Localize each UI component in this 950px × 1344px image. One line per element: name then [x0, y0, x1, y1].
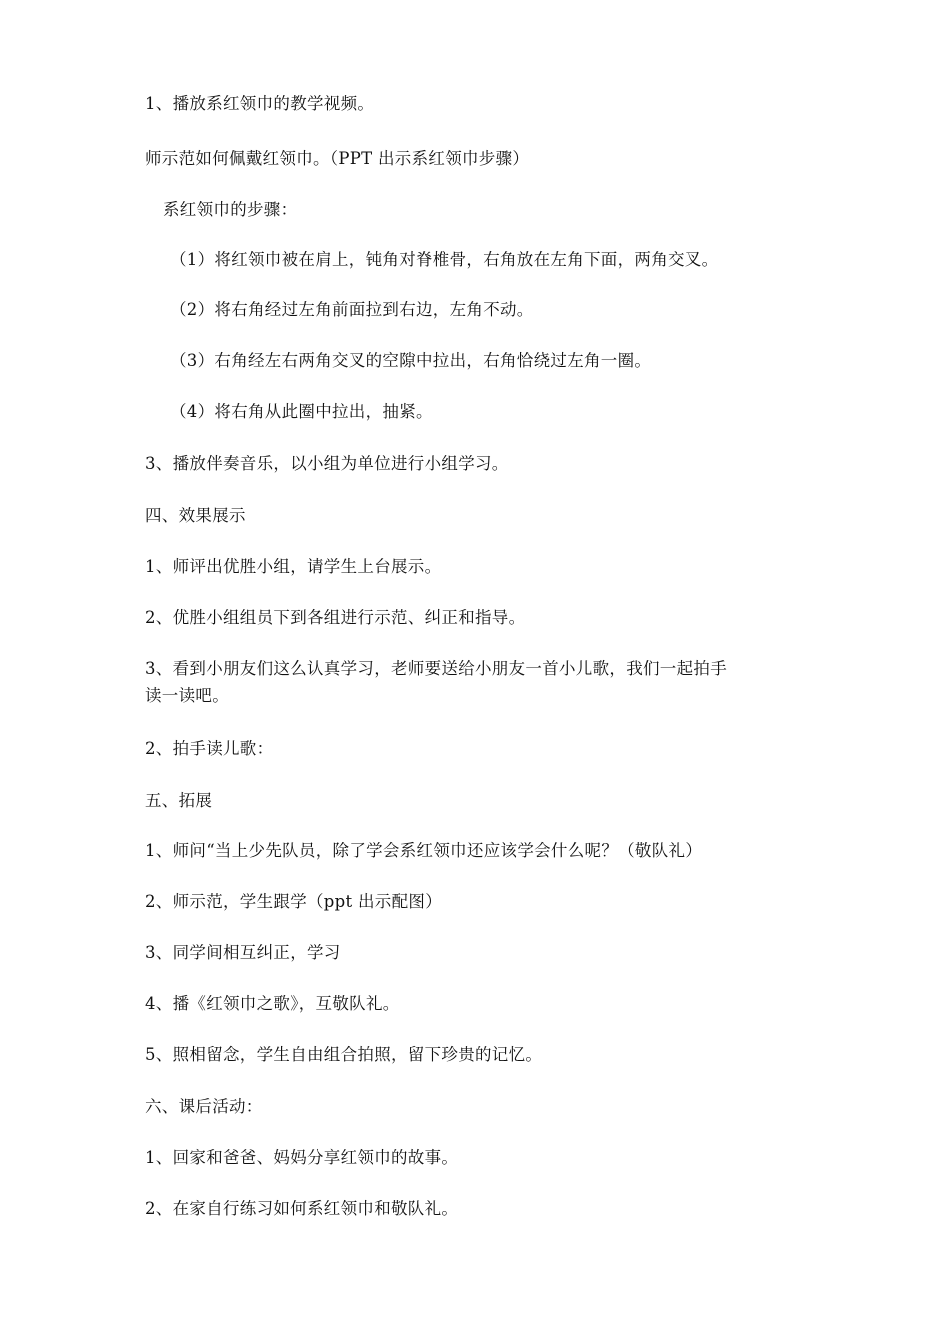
item-peer-correct: 3、同学间相互纠正，学习 — [145, 943, 341, 962]
item-song-intro-cont: 读一读吧。 — [145, 686, 229, 705]
item-teacher-demo: 2、师示范，学生跟学（ppt 出示配图） — [145, 892, 442, 911]
step-2: （2）将右角经过左角前面拉到右边，左角不动。 — [170, 300, 534, 319]
step-3: （3）右角经左右两角交叉的空隙中拉出，右角恰绕过左角一圈。 — [170, 351, 652, 370]
item-teacher-ask: 1、师问“当上少先队员，除了学会系红领巾还应该学会什么呢？（敬队礼） — [145, 841, 703, 860]
step-play-video: 1、播放系红领巾的教学视频。 — [145, 94, 375, 113]
item-practice: 2、在家自行练习如何系红领巾和敬队礼。 — [145, 1199, 459, 1218]
step-4: （4）将右角从此圈中拉出，抽紧。 — [170, 402, 433, 421]
step-1: （1）将红领巾被在肩上，钝角对脊椎骨，右角放在左角下面，两角交叉。 — [170, 250, 719, 269]
steps-heading: 系红领巾的步骤： — [163, 200, 298, 219]
item-photo: 5、照相留念，学生自由组合拍照，留下珍贵的记忆。 — [145, 1045, 543, 1064]
section-four-heading: 四、效果展示 — [145, 506, 246, 525]
section-five-heading: 五、拓展 — [145, 791, 213, 810]
section-six-heading: 六、课后活动： — [145, 1097, 263, 1116]
play-music: 3、播放伴奏音乐，以小组为单位进行小组学习。 — [145, 454, 509, 473]
item-play-song: 4、播《红领巾之歌》，互敬队礼。 — [145, 994, 400, 1013]
item-share-story: 1、回家和爸爸、妈妈分享红领巾的故事。 — [145, 1148, 459, 1167]
item-guide: 2、优胜小组组员下到各组进行示范、纠正和指导。 — [145, 608, 526, 627]
item-song-intro: 3、看到小朋友们这么认真学习，老师要送给小朋友一首小儿歌，我们一起拍手 — [145, 659, 727, 678]
teacher-demo: 师示范如何佩戴红领巾。（PPT 出示系红领巾步骤） — [145, 149, 530, 168]
item-clap-read: 2、拍手读儿歌： — [145, 739, 274, 758]
item-evaluate: 1、师评出优胜小组，请学生上台展示。 — [145, 557, 442, 576]
